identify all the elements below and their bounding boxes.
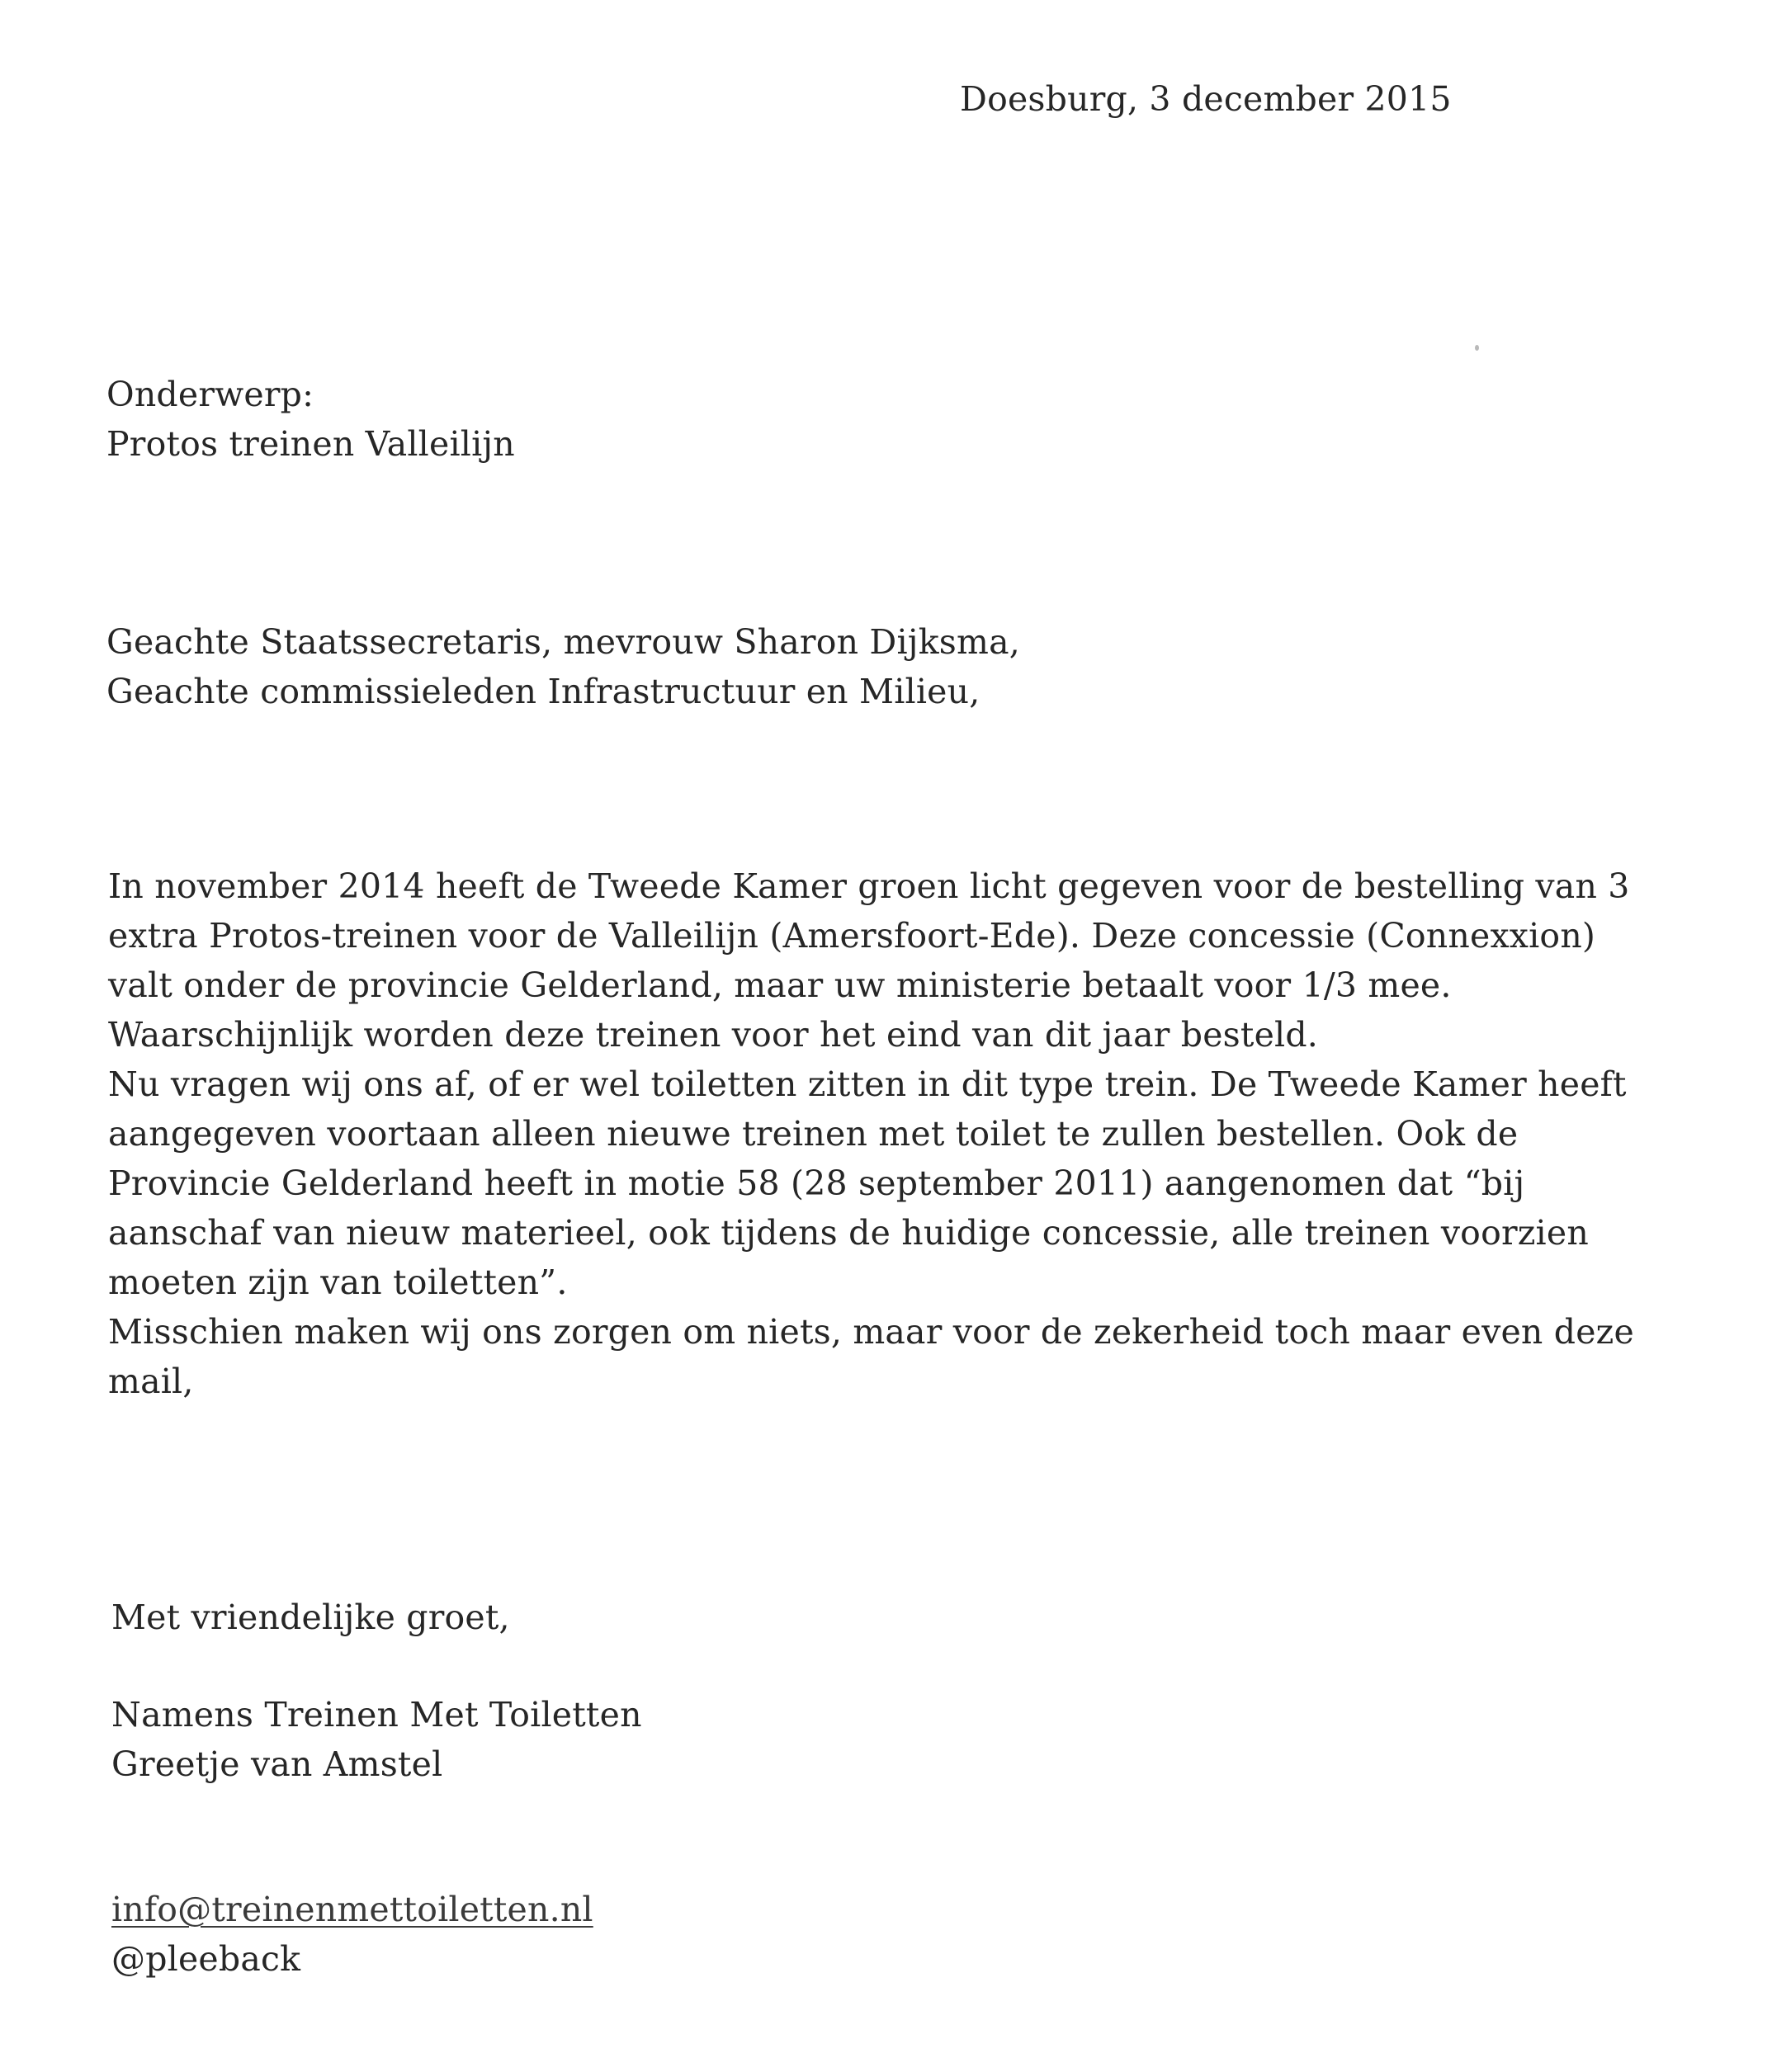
twitter-handle: @pleeback (111, 1939, 301, 1979)
body-line: In november 2014 heeft de Tweede Kamer groen licht gegeven voor de bestelling van 3 (108, 866, 1630, 906)
salutation-line: Geachte commissieleden Infrastructuur en Milieu, (106, 672, 981, 711)
signature (111, 1690, 642, 1789)
subject-label: Onderwerp: (106, 375, 314, 414)
signature-organization: Namens Treinen Met Toiletten (111, 1695, 642, 1735)
salutation-line: Geachte Staatssecretaris, mevrouw Sharon Dijksma, (106, 622, 1020, 662)
body-line: Misschien maken wij ons zorgen om niets, maar voor de zekerheid toch maar even deze (108, 1312, 1634, 1352)
body-line: aanschaf van nieuw materieel, ook tijdens de huidige concessie, alle treinen voorzien (108, 1213, 1589, 1253)
letter-body (108, 861, 1634, 1406)
body-line: aangegeven voortaan alleen nieuwe treinen met toilet te zullen bestellen. Ook de (108, 1114, 1519, 1154)
place-date: Doesburg, 3 december 2015 (960, 79, 1452, 119)
subject-text: Protos treinen Valleilijn (106, 424, 515, 464)
body-line: extra Protos-treinen voor de Valleilijn (Amersfoort-Ede). Deze concessie (Connexxion) (108, 916, 1596, 956)
salutation (106, 617, 1020, 716)
contact-block (111, 1885, 593, 1984)
email-link[interactable]: info@treinenmettoiletten.nl (111, 1890, 593, 1929)
body-line: Provincie Gelderland heeft in motie 58 (28 september 2011) aangenomen dat “bij (108, 1163, 1525, 1203)
scan-speck (1475, 345, 1479, 351)
body-line: valt onder de provincie Gelderland, maar uw ministerie betaalt voor 1/3 mee. (108, 965, 1452, 1005)
body-line: Nu vragen wij ons af, of er wel toiletten zitten in dit type trein. De Tweede Kamer heeft (108, 1064, 1627, 1104)
signature-name: Greetje van Amstel (111, 1744, 443, 1784)
body-line: moeten zijn van toiletten”. (108, 1263, 568, 1302)
body-line: Waarschijnlijk worden deze treinen voor het eind van dit jaar besteld. (108, 1015, 1319, 1055)
closing-greeting: Met vriendelijke groet, (111, 1598, 510, 1637)
body-line: mail, (108, 1362, 194, 1401)
